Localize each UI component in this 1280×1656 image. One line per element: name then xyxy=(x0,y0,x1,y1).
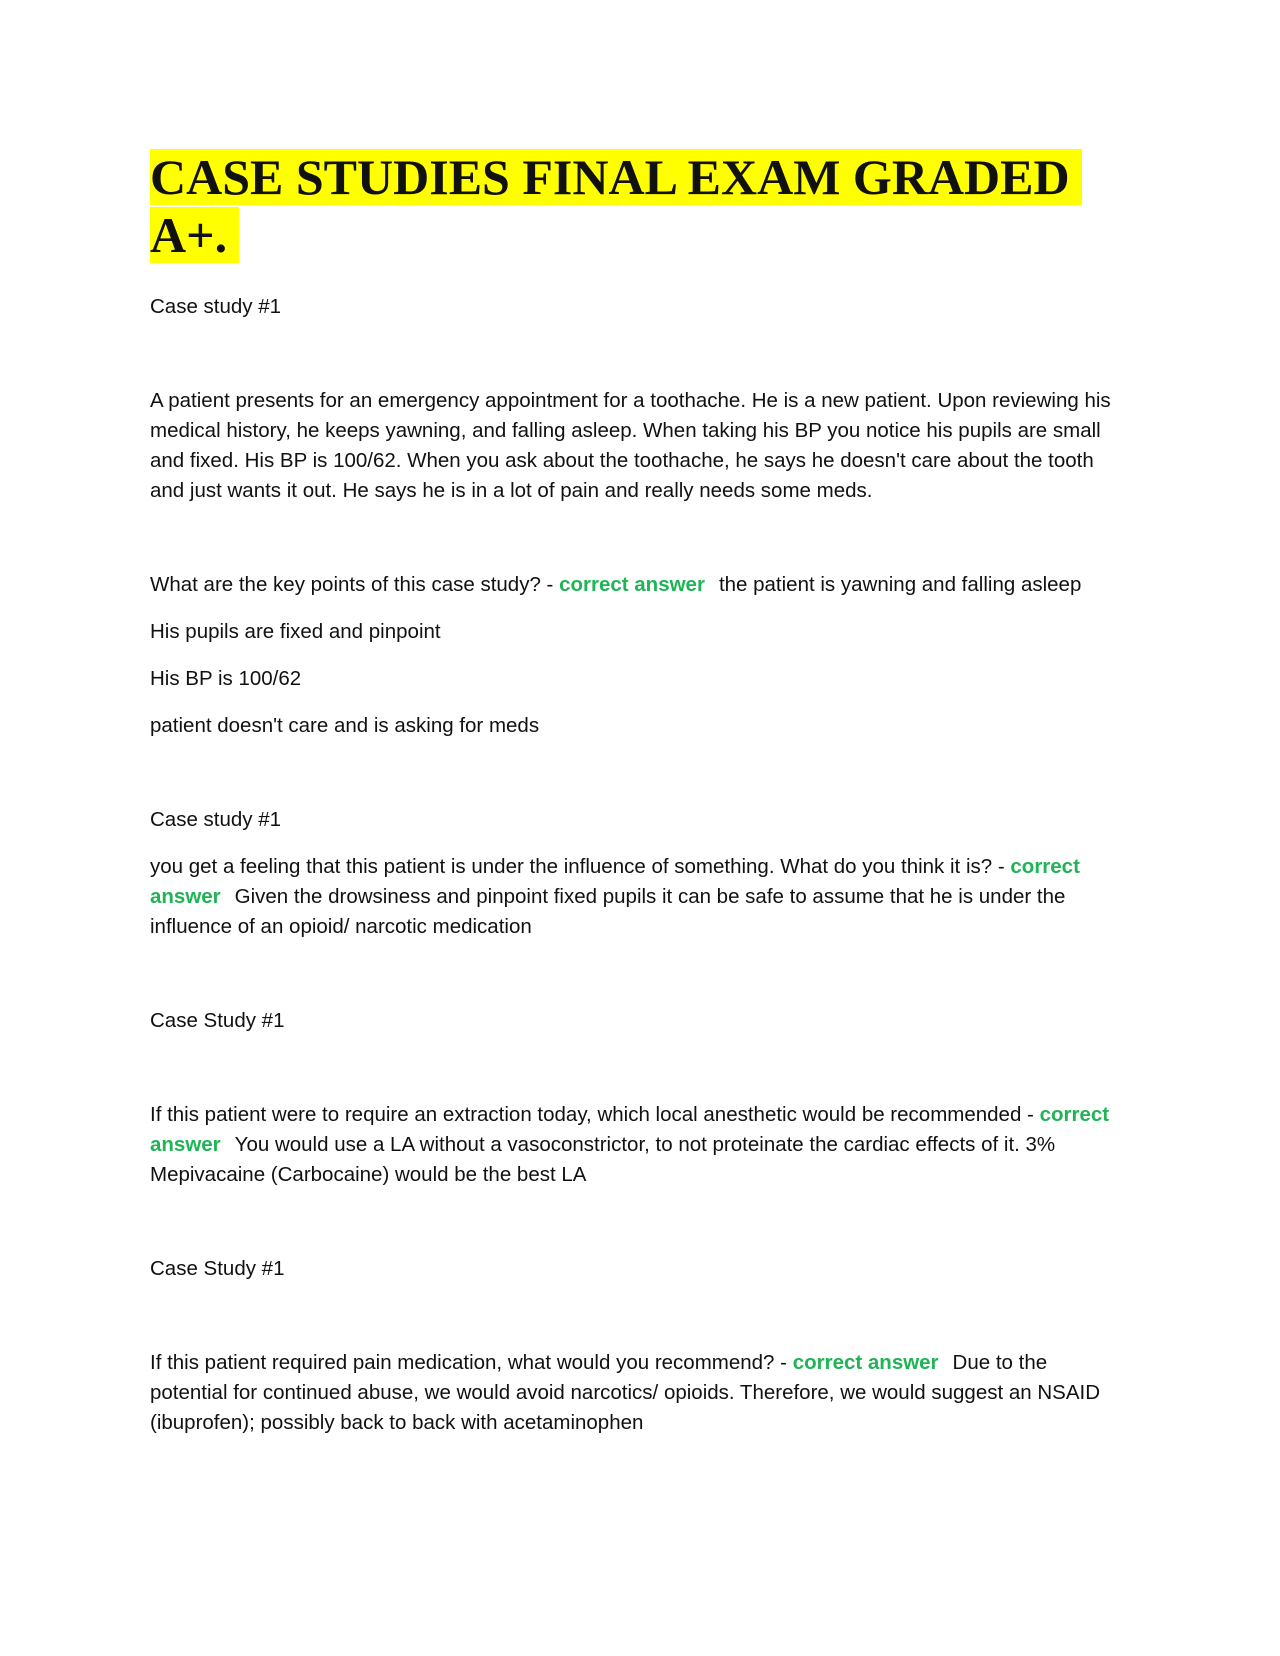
answer-line: His BP is 100/62 xyxy=(150,667,302,690)
answer-text: the patient is yawning and falling asleep xyxy=(718,573,1082,596)
question-text: you get a feeling that this patient is under the influence of something. What do you think it is? - xyxy=(150,855,1005,878)
case-heading-4: Case Study #1 xyxy=(150,1257,285,1280)
answer-text: Due to the potential for continued abuse, we would avoid narcotics/ opioids. Therefore, we would suggest an NSAID (ibuprofen); possibly back to back with acetaminophen xyxy=(150,1351,1101,1434)
document-page xyxy=(150,148,1130,1438)
title-highlight: CASE STUDIES FINAL EXAM GRADED A+. xyxy=(150,149,1082,263)
correct-answer-label: correct answer xyxy=(150,1103,1110,1156)
question-1 xyxy=(150,570,1130,600)
correct-answer-label: correct answer xyxy=(150,855,1080,908)
answer-text: You would use a LA without a vasoconstrictor, to not proteinate the cardiac effects of it. 3% Mepivacaine (Carbocaine) would be the best LA xyxy=(150,1133,1056,1186)
question-text: If this patient required pain medication, what would you recommend? - xyxy=(150,1351,787,1374)
correct-answer-label: correct answer xyxy=(792,1351,939,1374)
question-3 xyxy=(150,1100,1130,1190)
document-title xyxy=(150,148,1130,264)
answer-line: patient doesn't care and is asking for meds xyxy=(150,714,540,737)
case-heading-3: Case Study #1 xyxy=(150,1009,285,1032)
question-text: If this patient were to require an extraction today, which local anesthetic would be recommended - xyxy=(150,1103,1034,1126)
case-heading-1: Case study #1 xyxy=(150,295,282,318)
answer-text: Given the drowsiness and pinpoint fixed pupils it can be safe to assume that he is under the influence of an opioid/ narcotic medication xyxy=(150,885,1066,938)
question-2 xyxy=(150,852,1130,942)
answer-line: His pupils are fixed and pinpoint xyxy=(150,620,441,643)
case-description: A patient presents for an emergency appointment for a toothache. He is a new patient. Upon reviewing his medical history, he keeps yawning, and falling asleep. When taking his BP you notice his pupils are small and fixed. His BP is 100/62. When you ask about the toothache, he says he doesn't care about the tooth and just wants it out. He says he is in a lot of pain and really needs some meds. xyxy=(150,389,1111,502)
case-heading-2: Case study #1 xyxy=(150,808,282,831)
correct-answer-label: correct answer xyxy=(559,573,705,596)
question-4 xyxy=(150,1348,1130,1438)
question-text: What are the key points of this case study? - xyxy=(150,573,554,596)
